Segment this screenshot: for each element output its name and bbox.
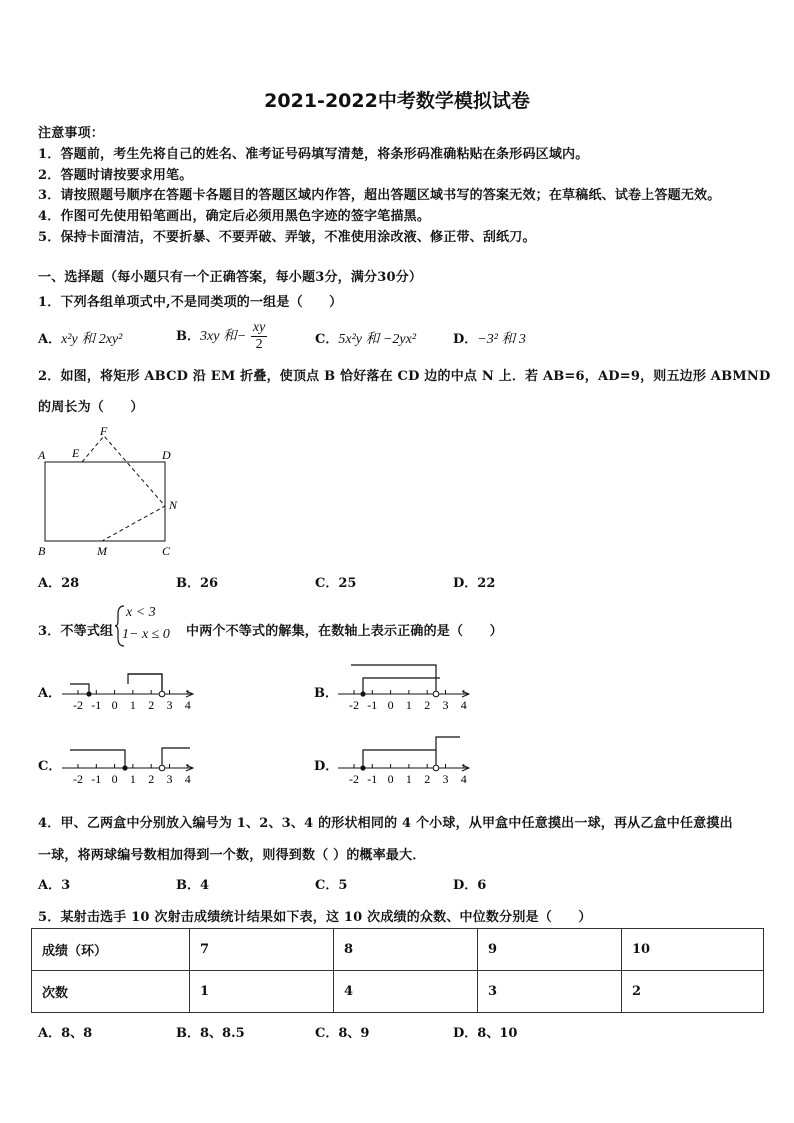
table-row — [32, 971, 764, 1013]
notice-item: 3．请按照题号顺序在答题卡各题目的答题区域内作答，超出答题区域书写的答案无效；在草稿纸、试卷上答题无效。 — [38, 188, 721, 203]
table-cell: 9 — [478, 929, 622, 971]
q3-option-c-label[interactable]: C． — [38, 759, 62, 774]
rectangle-fold-figure — [34, 424, 194, 560]
question-2-stem-cont: 的周长为（ ） — [38, 400, 144, 415]
axis-tick-label: -1 — [367, 772, 378, 786]
q4-option-d[interactable]: D．6 — [453, 878, 487, 893]
axis-tick-label: 3 — [442, 698, 449, 712]
number-line-a — [60, 670, 200, 716]
fold-lines — [82, 436, 165, 541]
axis-tick-label: 1 — [405, 772, 412, 786]
notice-item: 1．答题前，考生先将自己的姓名、准考证号码填写清楚，将条形码准确粘贴在条形码区域内。 — [38, 147, 589, 162]
axis-tick-label: 4 — [184, 772, 191, 786]
q5-option-a[interactable]: A．8、8 — [38, 1026, 93, 1041]
table-cell: 1 — [190, 971, 334, 1013]
question-3-prefix: 3．不等式组 — [38, 624, 114, 639]
axis-tick-label: -2 — [73, 772, 83, 786]
inequality-2: 1− x ≤ 0 — [122, 627, 170, 642]
axis-tick-label: -2 — [73, 698, 83, 712]
axis-tick-label: 0 — [111, 698, 118, 712]
notice-heading: 注意事项： — [38, 126, 105, 141]
q5-option-b[interactable]: B．8、8.5 — [176, 1026, 245, 1041]
table-cell: 8 — [334, 929, 478, 971]
q1-option-a[interactable]: A．x²y 和 2xy² — [38, 332, 123, 347]
question-4-stem: 4．甲、乙两盒中分别放入编号为 1、2、3、4 的形状相同的 4 个小球，从甲盒中任意摸出一球，再从乙盒中任意摸出 — [38, 816, 733, 831]
question-1-stem: 1．下列各组单项式中,不是同类项的一组是（ ） — [38, 295, 343, 310]
label-c: C — [162, 544, 171, 558]
table-row — [32, 929, 764, 971]
q3-option-a-label[interactable]: A． — [38, 686, 62, 701]
label-d: D — [162, 448, 171, 462]
axis-tick-label: 0 — [387, 698, 394, 712]
q3-option-b-label[interactable]: B． — [314, 686, 338, 701]
axis-tick-label: 2 — [424, 698, 431, 712]
axis-tick-label: -2 — [349, 698, 359, 712]
axis-tick-label: 1 — [405, 698, 412, 712]
label-a: A — [38, 448, 46, 462]
number-line-d — [336, 732, 476, 790]
number-line-b — [336, 660, 476, 716]
q1-option-c[interactable]: C．5x²y 和 −2yx² — [315, 332, 417, 347]
label-e: E — [72, 446, 80, 460]
q5-option-c[interactable]: C．8、9 — [315, 1026, 370, 1041]
axis-tick-label: -1 — [91, 698, 102, 712]
axis-tick-label: 3 — [442, 772, 449, 786]
notice-item: 5．保持卡面清洁，不要折暴、不要弄破、弄皱，不准使用涂改液、修正带、刮纸刀。 — [38, 230, 536, 245]
q1-option-b[interactable]: B．3xy 和− $\frac{xy}{2}$ — [176, 320, 266, 352]
q4-option-c[interactable]: C．5 — [315, 878, 348, 893]
axis-tick-label: 3 — [166, 772, 173, 786]
q2-option-c[interactable]: C．25 — [315, 576, 357, 591]
table-cell: 3 — [478, 971, 622, 1013]
number-line-c — [60, 742, 200, 790]
section-heading: 一、选择题（每小题只有一个正确答案，每小题3分，满分30分） — [38, 270, 423, 285]
axis-tick-label: 4 — [460, 698, 467, 712]
axis-tick-label: 4 — [184, 698, 191, 712]
axis-tick-label: 0 — [387, 772, 394, 786]
question-2-stem: 2．如图，将矩形 ABCD 沿 EM 折叠，使顶点 B 恰好落在 CD 边的中点 N 上．若 AB=6，AD=9，则五边形 ABMND — [38, 369, 771, 384]
table-cell: 2 — [622, 971, 764, 1013]
q2-option-a[interactable]: A．28 — [38, 576, 80, 591]
table-cell: 成绩（环） — [32, 929, 190, 971]
axis-tick-label: 2 — [148, 772, 155, 786]
notice-item: 4．作图可先使用铅笔画出，确定后必须用黑色字迹的签字笔描黑。 — [38, 209, 431, 224]
table-cell: 4 — [334, 971, 478, 1013]
axis-tick-label: 3 — [166, 698, 173, 712]
inequality-1: x < 3 — [126, 605, 156, 620]
q1-option-d[interactable]: D．−3² 和 3 — [453, 332, 526, 347]
label-n: N — [169, 498, 178, 512]
question-5-stem: 5．某射击选手 10 次射击成绩统计结果如下表，这 10 次成绩的众数、中位数分别是（ ） — [38, 910, 592, 925]
table-cell: 7 — [190, 929, 334, 971]
label-m: M — [97, 544, 107, 558]
axis-tick-label: -1 — [91, 772, 102, 786]
axis-tick-label: -1 — [367, 698, 378, 712]
notice-item: 2．答题时请按要求用笔。 — [38, 168, 193, 183]
rect-abcd — [45, 462, 165, 541]
axis-tick-label: -2 — [349, 772, 359, 786]
page-title: 2021-2022中考数学模拟试卷 — [264, 90, 530, 112]
q5-option-d[interactable]: D．8、10 — [453, 1026, 518, 1041]
q4-option-b[interactable]: B．4 — [176, 878, 210, 893]
table-cell: 次数 — [32, 971, 190, 1013]
q4-option-a[interactable]: A．3 — [38, 878, 71, 893]
question-4-stem-cont: 一球，将两球编号数相加得到一个数，则得到数（ ）的概率最大． — [38, 848, 426, 863]
axis-tick-label: 1 — [129, 772, 136, 786]
axis-tick-label: 0 — [111, 772, 118, 786]
q2-option-b[interactable]: B．26 — [176, 576, 219, 591]
axis-tick-label: 2 — [424, 772, 431, 786]
q3-option-d-label[interactable]: D． — [314, 759, 339, 774]
axis-tick-label: 1 — [129, 698, 136, 712]
question-3-suffix: 中两个不等式的解集，在数轴上表示正确的是（ ） — [186, 624, 503, 639]
q2-option-d[interactable]: D．22 — [453, 576, 496, 591]
axis-tick-label: 4 — [460, 772, 467, 786]
score-table — [31, 928, 764, 1013]
label-f: F — [100, 424, 108, 438]
label-b: B — [38, 544, 46, 558]
table-cell: 10 — [622, 929, 764, 971]
fraction: $\frac{xy}{2}$ — [252, 320, 266, 352]
axis-tick-label: 2 — [148, 698, 155, 712]
